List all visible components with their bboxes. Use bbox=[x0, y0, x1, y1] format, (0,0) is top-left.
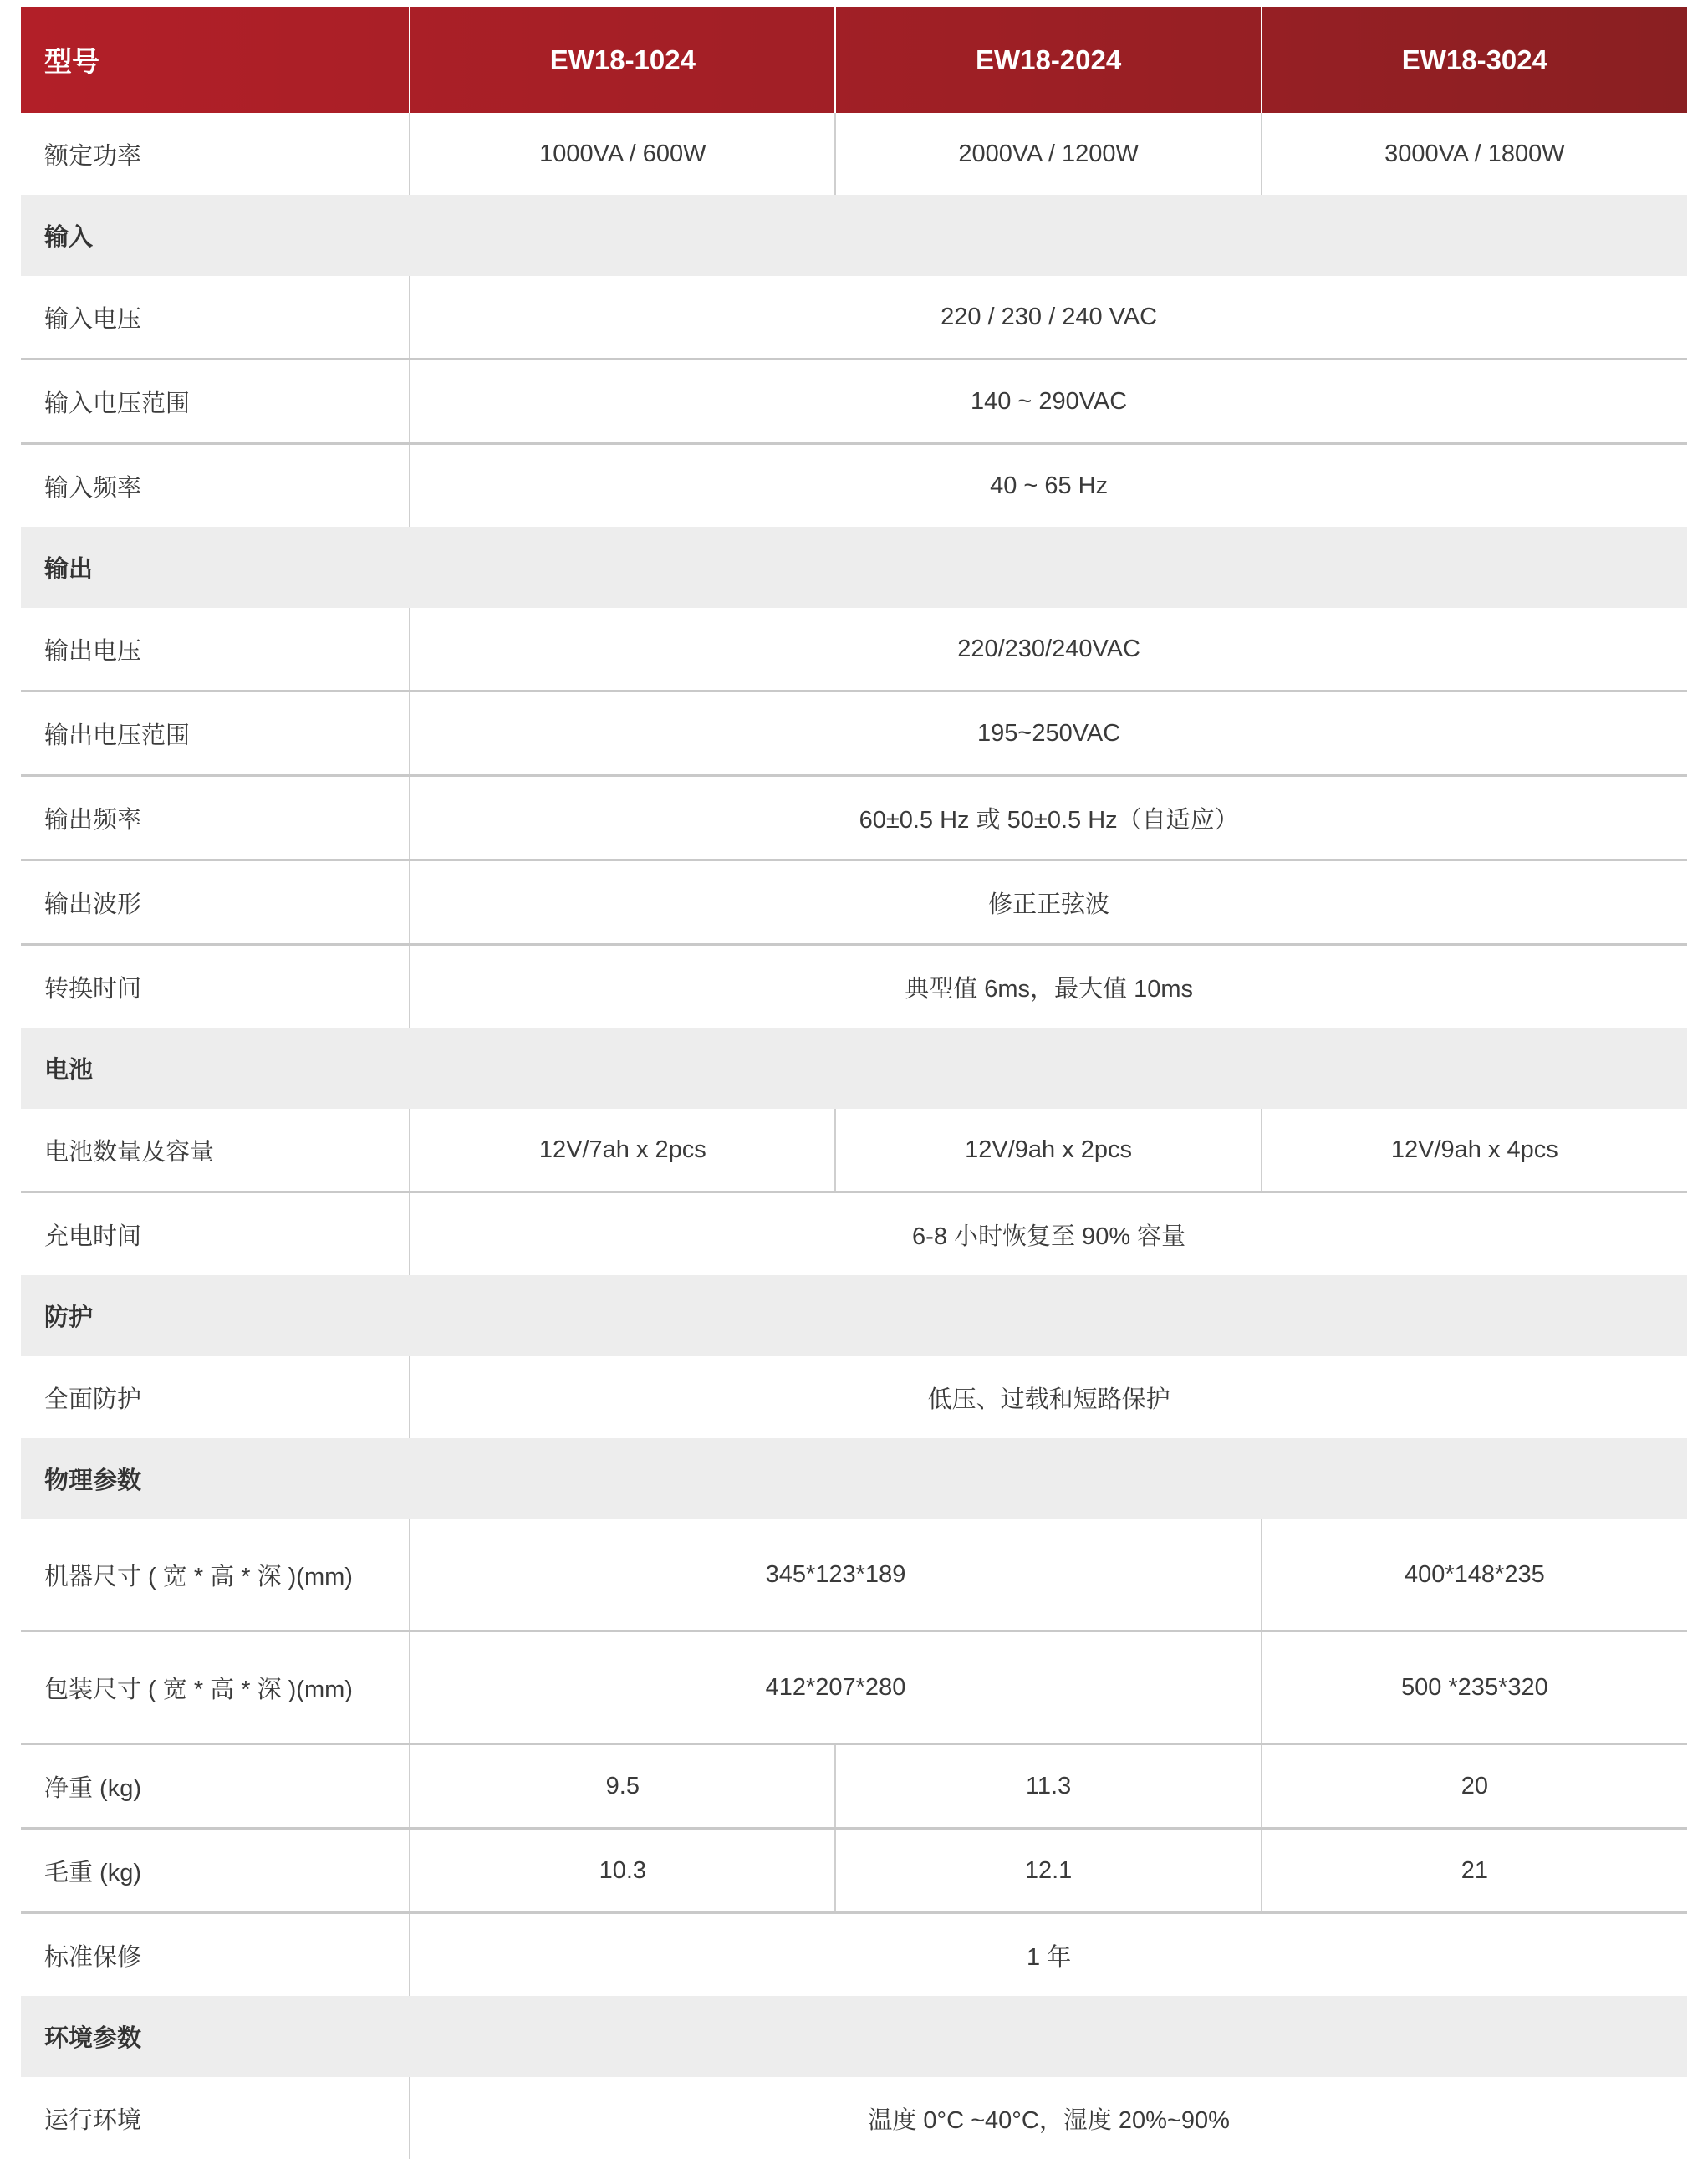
row-label: 转换时间 bbox=[21, 945, 410, 1028]
row-label: 净重 (kg) bbox=[21, 1744, 410, 1829]
row-label: 毛重 (kg) bbox=[21, 1829, 410, 1913]
section-title: 电池 bbox=[21, 1028, 1687, 1109]
header-model-2: EW18-2024 bbox=[835, 7, 1261, 113]
row-value: 10.3 bbox=[410, 1829, 835, 1913]
table-row bbox=[21, 692, 1687, 776]
row-value: 12.1 bbox=[835, 1829, 1261, 1913]
section-title: 物理参数 bbox=[21, 1438, 1687, 1519]
row-value: 典型值 6ms，最大值 10ms bbox=[905, 975, 1194, 1003]
row-value: 40 ~ 65 Hz bbox=[990, 472, 1109, 499]
row-label: 包装尺寸 ( 宽 * 高 * 深 )(mm) bbox=[21, 1631, 410, 1744]
table-row bbox=[21, 608, 1687, 692]
row-value: 400*148*235 bbox=[1262, 1519, 1687, 1631]
section-header-row bbox=[21, 1028, 1687, 1109]
row-label: 输出电压范围 bbox=[21, 692, 410, 776]
row-value: 412*207*280 bbox=[410, 1631, 1262, 1744]
row-value: 1000VA / 600W bbox=[539, 140, 706, 167]
table-row bbox=[21, 1631, 1687, 1744]
row-label: 输出电压 bbox=[21, 608, 410, 692]
row-value: 220 / 230 / 240 VAC bbox=[410, 276, 1687, 360]
row-value: 21 bbox=[1262, 1829, 1687, 1913]
row-value: 6-8 小时恢复至 90% 容量 bbox=[912, 1222, 1186, 1250]
section-title: 环境参数 bbox=[21, 1996, 1687, 2077]
row-label: 运行环境 bbox=[21, 2077, 410, 2159]
row-label: 电池数量及容量 bbox=[21, 1109, 410, 1192]
row-label: 额定功率 bbox=[21, 113, 410, 195]
section-title: 防护 bbox=[21, 1275, 1687, 1356]
row-value: 2000VA / 1200W bbox=[835, 113, 1261, 195]
header-model-1: EW18-1024 bbox=[410, 7, 835, 113]
table-row bbox=[21, 1109, 1687, 1192]
row-value: 60±0.5 Hz 或 50±0.5 Hz（自适应） bbox=[410, 776, 1687, 860]
table-row bbox=[21, 1829, 1687, 1913]
table-row bbox=[21, 776, 1687, 860]
row-value: 温度 0°C ~40°C，湿度 20%~90% bbox=[868, 2106, 1230, 2134]
row-value: 345*123*189 bbox=[410, 1519, 1262, 1631]
section-header-row bbox=[21, 527, 1687, 608]
row-label: 输入频率 bbox=[21, 444, 410, 528]
table-header-row bbox=[21, 7, 1687, 113]
row-value: 12V/9ah x 2pcs bbox=[835, 1109, 1261, 1192]
table-row bbox=[21, 1356, 1687, 1438]
table-row bbox=[21, 444, 1687, 528]
table-row bbox=[21, 1913, 1687, 1997]
row-label: 标准保修 bbox=[21, 1913, 410, 1997]
section-header-row bbox=[21, 1275, 1687, 1356]
section-title: 输出 bbox=[21, 527, 1687, 608]
table-row bbox=[21, 1192, 1687, 1276]
section-header-row bbox=[21, 1996, 1687, 2077]
row-value: 12V/9ah x 4pcs bbox=[1262, 1109, 1687, 1192]
row-label: 输出频率 bbox=[21, 776, 410, 860]
row-value: 220/230/240VAC bbox=[410, 608, 1687, 692]
row-label: 输入电压 bbox=[21, 276, 410, 360]
table-row bbox=[21, 1744, 1687, 1829]
row-value: 500 *235*320 bbox=[1262, 1631, 1687, 1744]
row-value: 20 bbox=[1262, 1744, 1687, 1829]
row-label: 充电时间 bbox=[21, 1192, 410, 1276]
row-value: 195~250VAC bbox=[410, 692, 1687, 776]
table-row bbox=[21, 276, 1687, 360]
table-row bbox=[21, 945, 1687, 1028]
row-label: 输入电压范围 bbox=[21, 360, 410, 444]
row-label: 输出波形 bbox=[21, 860, 410, 945]
row-label: 机器尺寸 ( 宽 * 高 * 深 )(mm) bbox=[21, 1519, 410, 1631]
section-header-row bbox=[21, 1438, 1687, 1519]
row-value: 1 年 bbox=[1027, 1943, 1072, 1971]
header-model-3: EW18-3024 bbox=[1262, 7, 1687, 113]
table-row bbox=[21, 1519, 1687, 1631]
header-label-model: 型号 bbox=[44, 46, 99, 77]
row-value: 低压、过载和短路保护 bbox=[927, 1386, 1170, 1413]
row-value: 12V/7ah x 2pcs bbox=[410, 1109, 835, 1192]
row-value: 11.3 bbox=[835, 1744, 1261, 1829]
row-value: 140 ~ 290VAC bbox=[410, 360, 1687, 444]
table-row bbox=[21, 360, 1687, 444]
row-value: 修正正弦波 bbox=[410, 860, 1687, 945]
spec-table bbox=[21, 7, 1687, 2159]
section-header-row bbox=[21, 195, 1687, 276]
row-value: 3000VA / 1800W bbox=[1262, 113, 1687, 195]
section-title: 输入 bbox=[21, 195, 1687, 276]
spec-table-body bbox=[21, 113, 1687, 2159]
table-row bbox=[21, 113, 1687, 195]
row-label: 全面防护 bbox=[21, 1356, 410, 1438]
table-row bbox=[21, 860, 1687, 945]
row-value: 9.5 bbox=[410, 1744, 835, 1829]
table-row bbox=[21, 2077, 1687, 2159]
